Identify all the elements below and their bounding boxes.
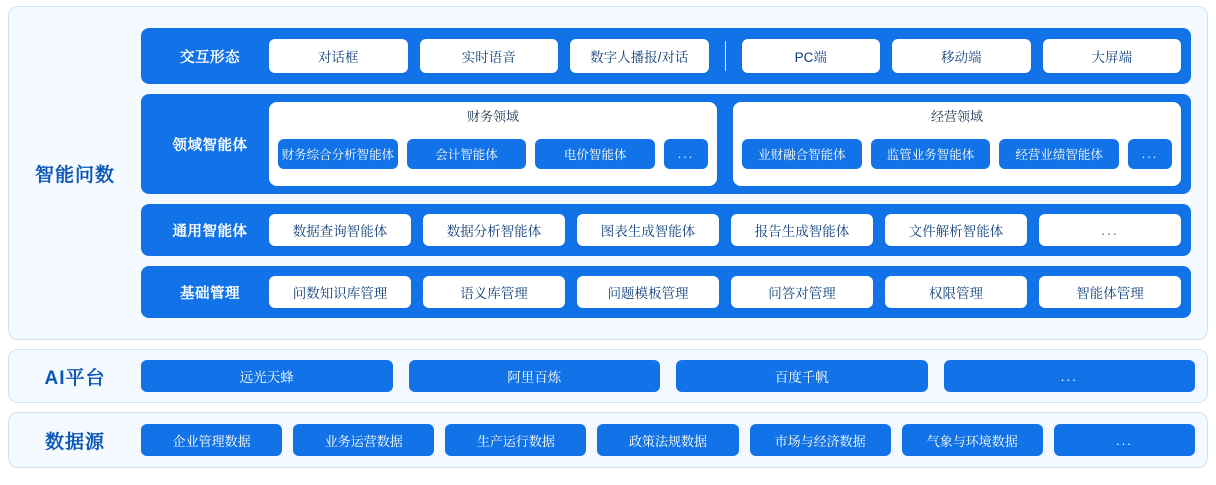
- section-smart-query: [8, 6, 1208, 340]
- chip-data-analysis-agent[interactable]: 数据分析智能体: [423, 214, 565, 246]
- chip-finance-comprehensive-analysis-agent[interactable]: 财务综合分析智能体: [278, 139, 398, 169]
- row-interaction-form: [141, 28, 1191, 84]
- group-operation-domain: [733, 102, 1181, 186]
- pill-ywtf[interactable]: 远光天蜂: [141, 360, 393, 392]
- chip-knowledge-base-management[interactable]: 问数知识库管理: [269, 276, 411, 308]
- chip-chart-generation-agent[interactable]: 图表生成智能体: [577, 214, 719, 246]
- section-ai-platform: [8, 349, 1208, 403]
- chip-data-query-agent[interactable]: 数据查询智能体: [269, 214, 411, 246]
- row-label-interaction-form: 交互形态: [180, 49, 240, 66]
- chip-operating-performance-agent[interactable]: 经营业绩智能体: [999, 139, 1119, 169]
- divider-icon: [725, 41, 726, 71]
- chip-digital-human[interactable]: 数字人播报/对话: [570, 39, 709, 73]
- group-chips-finance-domain: [278, 131, 708, 177]
- chip-permission-management[interactable]: 权限管理: [885, 276, 1027, 308]
- group-title-finance-domain: 财务领域: [466, 109, 519, 124]
- chip-dialog-box[interactable]: 对话框: [269, 39, 408, 73]
- chip-qa-pair-management[interactable]: 问答对管理: [731, 276, 873, 308]
- row-label-domain-agents: 领域智能体: [172, 137, 248, 154]
- section-data-source: [8, 412, 1208, 468]
- section-title-ai-platform: AI平台: [44, 367, 106, 389]
- pill-ai-platform-more[interactable]: ...: [944, 360, 1196, 392]
- row-items-general-agents: [269, 214, 1181, 246]
- pill-market-economy-data[interactable]: 市场与经济数据: [750, 424, 891, 456]
- chip-large-screen-client[interactable]: 大屏端: [1043, 39, 1182, 73]
- chip-accounting-agent[interactable]: 会计智能体: [407, 139, 527, 169]
- chip-file-parsing-agent[interactable]: 文件解析智能体: [885, 214, 1027, 246]
- pill-data-source-more[interactable]: ...: [1054, 424, 1195, 456]
- row-items-basic-management: [269, 276, 1181, 308]
- chip-electricity-price-agent[interactable]: 电价智能体: [535, 139, 655, 169]
- row-label-general-agents: 通用智能体: [172, 223, 248, 240]
- chip-operation-more[interactable]: ...: [1128, 139, 1172, 169]
- row-items-domain-agents: [269, 102, 1181, 186]
- chip-agent-management[interactable]: 智能体管理: [1039, 276, 1181, 308]
- chip-regulatory-business-agent[interactable]: 监管业务智能体: [871, 139, 991, 169]
- chip-semantic-library-management[interactable]: 语义库管理: [423, 276, 565, 308]
- section-body-data-source: [141, 413, 1195, 467]
- row-domain-agents: [141, 94, 1191, 194]
- section-body-ai-platform: [141, 350, 1195, 402]
- row-basic-management: [141, 266, 1191, 318]
- pill-production-operation-data[interactable]: 生产运行数据: [445, 424, 586, 456]
- pill-alibaba-bailian[interactable]: 阿里百炼: [409, 360, 661, 392]
- section-title-smart-query: 智能问数: [34, 164, 115, 186]
- section-title-data-source: 数据源: [44, 431, 105, 453]
- chip-pc-client[interactable]: PC端: [742, 39, 881, 73]
- chip-business-finance-integration-agent[interactable]: 业财融合智能体: [742, 139, 862, 169]
- chip-mobile-client[interactable]: 移动端: [892, 39, 1031, 73]
- row-items-interaction-form: [269, 39, 1181, 73]
- pill-policy-regulation-data[interactable]: 政策法规数据: [597, 424, 738, 456]
- group-title-operation-domain: 经营领域: [930, 109, 983, 124]
- group-chips-operation-domain: [742, 131, 1172, 177]
- chip-realtime-voice[interactable]: 实时语音: [420, 39, 559, 73]
- chip-report-generation-agent[interactable]: 报告生成智能体: [731, 214, 873, 246]
- pill-enterprise-management-data[interactable]: 企业管理数据: [141, 424, 282, 456]
- group-finance-domain: [269, 102, 717, 186]
- row-label-basic-management: 基础管理: [180, 285, 240, 302]
- pill-business-operation-data[interactable]: 业务运营数据: [293, 424, 434, 456]
- chip-question-template-management[interactable]: 问题模板管理: [577, 276, 719, 308]
- row-general-agents: [141, 204, 1191, 256]
- chip-finance-more[interactable]: ...: [664, 139, 708, 169]
- pill-baidu-qianfan[interactable]: 百度千帆: [676, 360, 928, 392]
- pill-weather-environment-data[interactable]: 气象与环境数据: [902, 424, 1043, 456]
- section-body-smart-query: [141, 17, 1195, 329]
- chip-general-agents-more[interactable]: ...: [1039, 214, 1181, 246]
